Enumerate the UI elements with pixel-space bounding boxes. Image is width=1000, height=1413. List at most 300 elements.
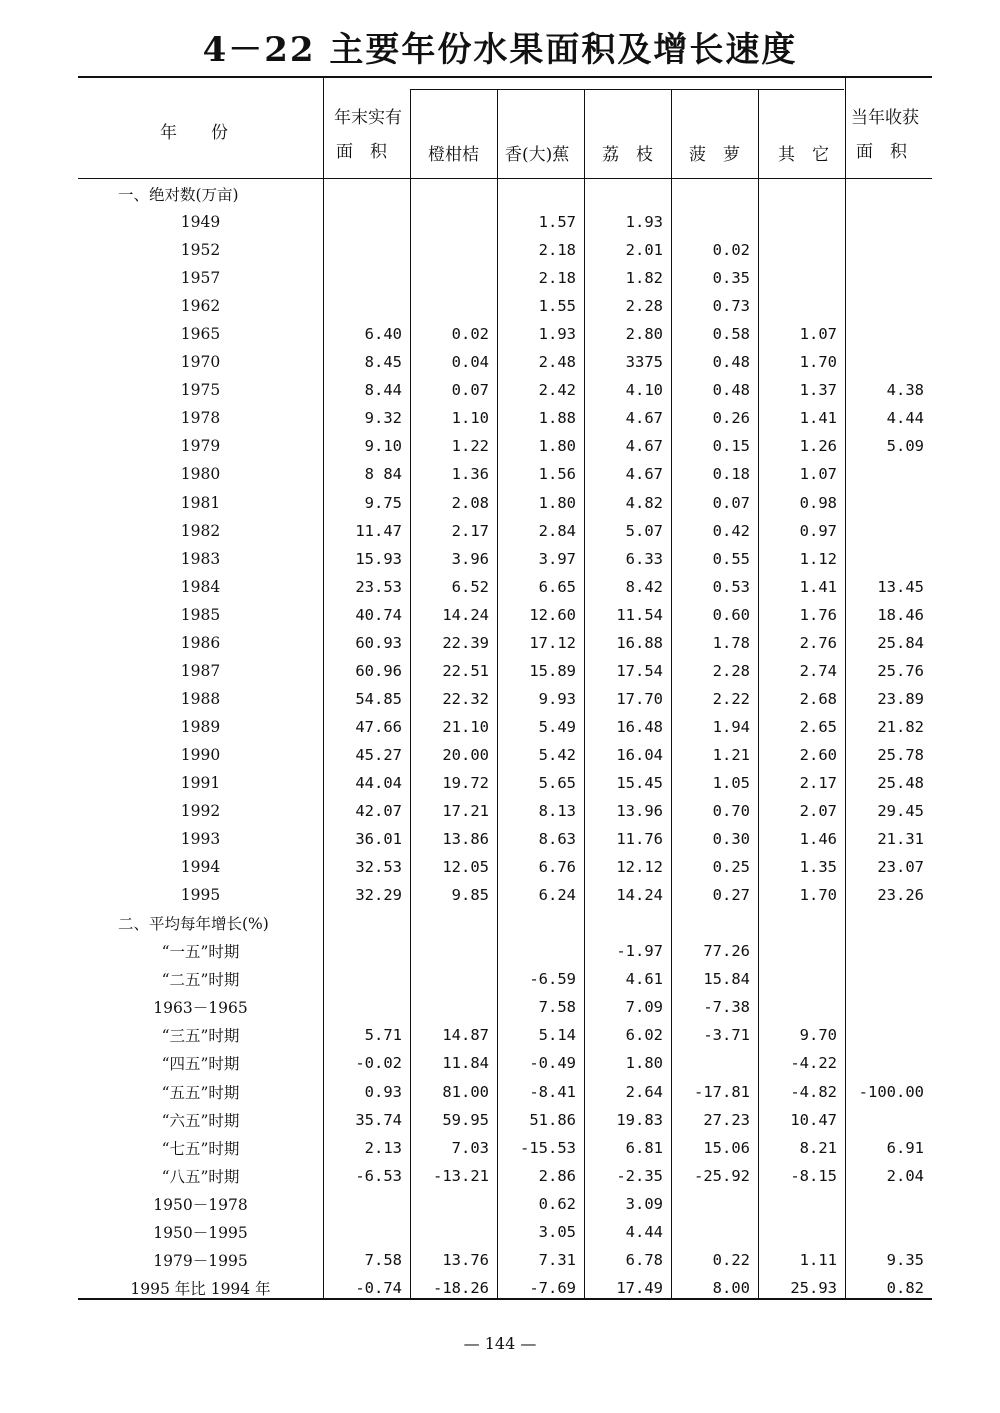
table-cell: -2.35 xyxy=(616,1166,663,1185)
table-cell xyxy=(845,993,932,1021)
table-cell: 14.24 xyxy=(616,886,663,905)
table-cell: 0.07 xyxy=(712,493,750,512)
table-cell: 7.03 xyxy=(451,1138,489,1157)
table-cell: 3.97 xyxy=(538,549,576,568)
table-title: 4－22 主要年份水果面积及增长速度 xyxy=(202,30,798,70)
table-cell xyxy=(845,1049,932,1077)
row-label: 1949 xyxy=(180,213,221,232)
row-label: “一五”时期 xyxy=(161,943,240,962)
row-label: 1990 xyxy=(180,745,221,764)
header-lychee: 荔 枝 xyxy=(602,145,653,165)
table-cell: 5.09 xyxy=(886,437,924,456)
table-row xyxy=(78,1134,932,1162)
table-cell: 4.82 xyxy=(625,493,663,512)
table-cell: 0.48 xyxy=(712,381,750,400)
header-rule xyxy=(78,178,932,179)
table-cell: 0.15 xyxy=(712,437,750,456)
table-cell: 0.18 xyxy=(712,465,750,484)
table-cell: 4.38 xyxy=(886,381,924,400)
table-cell: 2.28 xyxy=(712,661,750,680)
table-row xyxy=(78,1078,932,1106)
table-cell: 2.13 xyxy=(364,1138,402,1157)
header-year: 年 份 xyxy=(160,123,228,143)
table-cell: 2.80 xyxy=(625,325,663,344)
table-cell: 6.02 xyxy=(625,1026,663,1045)
table-cell: 1.93 xyxy=(625,213,663,232)
table-row xyxy=(78,320,932,348)
table-cell: 1.55 xyxy=(538,297,576,316)
table-cell: 10.47 xyxy=(790,1110,837,1129)
table-cell: 54.85 xyxy=(355,689,402,708)
row-label: 1986 xyxy=(180,633,221,652)
table-cell xyxy=(323,993,410,1021)
table-cell: 17.12 xyxy=(529,633,576,652)
table-cell: 1.57 xyxy=(538,213,576,232)
table-cell: 2.04 xyxy=(886,1166,924,1185)
table-cell xyxy=(845,1021,932,1049)
table-cell: 1.05 xyxy=(712,774,750,792)
table-cell xyxy=(671,1190,758,1218)
table-cell: 45.27 xyxy=(355,745,402,764)
table-cell: 9.93 xyxy=(538,689,576,708)
table-cell: -0.49 xyxy=(529,1054,576,1073)
table-cell xyxy=(845,1218,932,1246)
table-cell xyxy=(410,965,497,993)
table-cell: 1.07 xyxy=(799,465,837,484)
table-cell: 1.41 xyxy=(799,409,837,428)
row-label: “二五”时期 xyxy=(161,971,240,990)
header-citrus: 橙柑桔 xyxy=(428,145,479,165)
table-cell: 0.62 xyxy=(538,1194,576,1213)
table-cell: 5.71 xyxy=(364,1026,402,1045)
table-row xyxy=(78,965,932,993)
table-cell xyxy=(845,236,932,264)
table-cell: 20.00 xyxy=(442,745,489,764)
table-cell: 9.85 xyxy=(451,886,489,905)
table-cell xyxy=(845,517,932,545)
table-row xyxy=(78,517,932,545)
row-label: 1980 xyxy=(180,465,221,484)
table-cell: 6.33 xyxy=(625,549,663,568)
table-cell xyxy=(845,292,932,320)
table-cell: -7.69 xyxy=(529,1278,576,1297)
table-cell: -13.21 xyxy=(433,1166,489,1185)
table-cell: 2.65 xyxy=(799,717,837,736)
table-cell: 5.49 xyxy=(538,717,576,736)
table-cell: 2.17 xyxy=(451,521,489,540)
table-cell: -25.92 xyxy=(694,1166,750,1185)
table-cell: 14.24 xyxy=(442,605,489,624)
table-row xyxy=(78,545,932,573)
row-label: 1979 xyxy=(180,437,221,456)
table-cell: 13.76 xyxy=(442,1250,489,1269)
table-cell xyxy=(323,236,410,264)
row-label: 1991 xyxy=(180,774,221,792)
table-cell: 5.65 xyxy=(538,774,576,792)
table-cell xyxy=(845,1190,932,1218)
table-cell xyxy=(410,993,497,1021)
table-cell xyxy=(758,1218,845,1246)
table-cell: 4.10 xyxy=(625,381,663,400)
table-cell: 17.70 xyxy=(616,689,663,708)
table-row xyxy=(78,741,932,769)
table-cell: 0.93 xyxy=(364,1082,402,1101)
table-cell xyxy=(845,320,932,348)
table-cell: 1.37 xyxy=(799,381,837,400)
table-cell: 3.05 xyxy=(538,1222,576,1241)
table-cell: 1.80 xyxy=(625,1054,663,1073)
table-cell: 40.74 xyxy=(355,605,402,624)
table-cell: 11.84 xyxy=(442,1054,489,1073)
table-cell: 12.05 xyxy=(442,858,489,877)
table-cell: 27.23 xyxy=(703,1110,750,1129)
data-table xyxy=(78,180,932,1302)
table-cell: 12.12 xyxy=(616,858,663,877)
table-cell xyxy=(410,236,497,264)
table-cell: 2.08 xyxy=(451,493,489,512)
table-cell: -3.71 xyxy=(703,1026,750,1045)
table-cell: -7.38 xyxy=(703,998,750,1017)
header-banana: 香(大)蕉 xyxy=(505,145,570,165)
table-cell: -8.15 xyxy=(790,1166,837,1185)
table-cell: -18.26 xyxy=(433,1278,489,1297)
row-label: 1979－1995 xyxy=(153,1251,248,1270)
section-label: 二、平均每年增长(%) xyxy=(118,915,269,934)
table-cell: 29.45 xyxy=(877,802,924,821)
table-row xyxy=(78,460,932,488)
table-cell xyxy=(323,937,410,965)
table-cell: 8.42 xyxy=(625,577,663,596)
row-label: 1992 xyxy=(180,802,221,821)
table-cell xyxy=(758,208,845,236)
row-label: 1989 xyxy=(180,717,221,736)
table-cell: 0.70 xyxy=(712,802,750,821)
table-cell: 15.45 xyxy=(616,774,663,792)
table-row xyxy=(78,657,932,685)
table-row xyxy=(78,1049,932,1077)
table-cell: 1.21 xyxy=(712,745,750,764)
table-cell: 2.22 xyxy=(712,689,750,708)
table-cell: 0.35 xyxy=(712,269,750,288)
table-cell: 9.35 xyxy=(886,1250,924,1269)
table-cell: 3375 xyxy=(625,353,663,372)
table-cell xyxy=(758,236,845,264)
table-cell: 1.93 xyxy=(538,325,576,344)
table-cell: 8.44 xyxy=(364,381,402,400)
table-cell xyxy=(845,489,932,517)
header-span-rule xyxy=(410,89,844,90)
table-row xyxy=(78,881,932,909)
table-cell xyxy=(845,1106,932,1134)
table-row xyxy=(78,264,932,292)
table-cell: 6.40 xyxy=(364,325,402,344)
table-cell: -1.97 xyxy=(616,942,663,961)
table-cell xyxy=(323,264,410,292)
header-other: 其 它 xyxy=(778,145,829,165)
table-row xyxy=(78,489,932,517)
row-label: 1950－1995 xyxy=(153,1223,248,1242)
table-row xyxy=(78,993,932,1021)
table-cell xyxy=(845,348,932,376)
table-cell: 6.24 xyxy=(538,886,576,905)
table-cell: 7.58 xyxy=(364,1250,402,1269)
table-cell: 13.96 xyxy=(616,802,663,821)
table-cell: 0.04 xyxy=(451,353,489,372)
row-label: 1985 xyxy=(180,605,221,624)
table-cell: 6.91 xyxy=(886,1138,924,1157)
table-cell: 6.78 xyxy=(625,1250,663,1269)
table-cell: 16.04 xyxy=(616,745,663,764)
table-cell: 1.11 xyxy=(799,1250,837,1269)
table-cell: 1.26 xyxy=(799,437,837,456)
table-cell: 2.18 xyxy=(538,241,576,260)
table-cell: 21.82 xyxy=(877,717,924,736)
table-cell xyxy=(758,264,845,292)
table-cell xyxy=(758,292,845,320)
table-cell xyxy=(845,965,932,993)
table-cell: 17.49 xyxy=(616,1278,663,1297)
table-cell: 1.56 xyxy=(538,465,576,484)
section-label: 一、绝对数(万亩) xyxy=(118,186,239,205)
table-cell: 18.46 xyxy=(877,605,924,624)
table-cell: 25.78 xyxy=(877,745,924,764)
table-cell: 1.35 xyxy=(799,858,837,877)
table-cell: 60.93 xyxy=(355,633,402,652)
table-cell: 23.53 xyxy=(355,577,402,596)
table-row xyxy=(78,937,932,965)
table-cell: 3.09 xyxy=(625,1194,663,1213)
table-cell: 0.58 xyxy=(712,325,750,344)
table-cell xyxy=(758,993,845,1021)
table-cell: 17.21 xyxy=(442,802,489,821)
table-row xyxy=(78,629,932,657)
row-label: “三五”时期 xyxy=(161,1027,240,1046)
header-area-line2: 面 积 xyxy=(336,142,387,162)
row-label: “五五”时期 xyxy=(161,1083,240,1102)
table-cell: -8.41 xyxy=(529,1082,576,1101)
table-cell: 6.76 xyxy=(538,858,576,877)
row-label: 1978 xyxy=(180,409,221,428)
table-cell: 0.53 xyxy=(712,577,750,596)
table-cell: 2.48 xyxy=(538,353,576,372)
table-cell: 0.48 xyxy=(712,353,750,372)
table-cell: 7.09 xyxy=(625,998,663,1017)
row-label: 1994 xyxy=(180,858,221,877)
table-cell: 19.72 xyxy=(442,774,489,792)
table-cell: 12.60 xyxy=(529,605,576,624)
table-cell: 32.53 xyxy=(355,858,402,877)
table-cell: 77.26 xyxy=(703,942,750,961)
row-label: 1988 xyxy=(180,689,221,708)
table-cell: -6.59 xyxy=(529,970,576,989)
table-cell: 1.10 xyxy=(451,409,489,428)
table-cell: 0.22 xyxy=(712,1250,750,1269)
row-label: 1981 xyxy=(180,493,221,512)
table-cell: 81.00 xyxy=(442,1082,489,1101)
table-row xyxy=(78,208,932,236)
table-cell xyxy=(845,545,932,573)
row-label: 1975 xyxy=(180,381,221,400)
table-cell: 8.13 xyxy=(538,802,576,821)
table-cell: 2.01 xyxy=(625,241,663,260)
table-cell: 15.93 xyxy=(355,549,402,568)
row-label: “七五”时期 xyxy=(161,1139,240,1158)
table-cell: 1.46 xyxy=(799,830,837,849)
table-cell: 8.63 xyxy=(538,830,576,849)
table-row xyxy=(78,601,932,629)
table-cell xyxy=(671,1218,758,1246)
table-cell xyxy=(323,292,410,320)
table-cell: 4.44 xyxy=(886,409,924,428)
row-label: 1950－1978 xyxy=(153,1195,248,1214)
table-cell: 0.97 xyxy=(799,521,837,540)
table-cell: 22.39 xyxy=(442,633,489,652)
table-cell: 25.48 xyxy=(877,774,924,792)
table-row xyxy=(78,1218,932,1246)
table-cell: 23.26 xyxy=(877,886,924,905)
table-cell: 8.00 xyxy=(712,1278,750,1297)
table-cell: 13.45 xyxy=(877,577,924,596)
table-cell: 8 84 xyxy=(364,465,402,484)
table-cell xyxy=(671,208,758,236)
table-cell: 2.42 xyxy=(538,381,576,400)
table-cell: 0.60 xyxy=(712,605,750,624)
row-label: 1965 xyxy=(180,325,221,344)
table-cell: 4.67 xyxy=(625,437,663,456)
table-cell xyxy=(758,1190,845,1218)
table-row xyxy=(78,769,932,797)
table-row xyxy=(78,1106,932,1134)
table-cell: -4.82 xyxy=(790,1082,837,1101)
table-cell: 2.68 xyxy=(799,689,837,708)
table-cell: 1.94 xyxy=(712,717,750,736)
table-cell: 1.82 xyxy=(625,269,663,288)
table-cell xyxy=(758,965,845,993)
table-cell: 1.80 xyxy=(538,493,576,512)
table-cell: 0.30 xyxy=(712,830,750,849)
table-cell: 6.52 xyxy=(451,577,489,596)
table-cell: 59.95 xyxy=(442,1110,489,1129)
row-label: 1963－1965 xyxy=(153,999,248,1018)
table-cell: 4.67 xyxy=(625,465,663,484)
table-cell: 0.07 xyxy=(451,381,489,400)
table-row xyxy=(78,853,932,881)
table-row xyxy=(78,1246,932,1274)
table-cell: 21.10 xyxy=(442,717,489,736)
table-cell: 16.48 xyxy=(616,717,663,736)
table-cell: 11.47 xyxy=(355,521,402,540)
table-cell: -6.53 xyxy=(355,1166,402,1185)
table-row xyxy=(78,1190,932,1218)
table-row xyxy=(78,236,932,264)
table-cell: 36.01 xyxy=(355,830,402,849)
section-row xyxy=(78,909,932,937)
table-cell: 2.76 xyxy=(799,633,837,652)
row-label: “四五”时期 xyxy=(161,1055,240,1074)
table-cell: 22.51 xyxy=(442,661,489,680)
table-cell: -4.22 xyxy=(790,1054,837,1073)
table-cell xyxy=(845,937,932,965)
row-label: 1983 xyxy=(180,549,221,568)
table-row xyxy=(78,825,932,853)
table-cell: 15.89 xyxy=(529,661,576,680)
header-pineapple: 菠 萝 xyxy=(689,145,740,165)
table-row xyxy=(78,1274,932,1302)
row-label: 1993 xyxy=(180,830,221,849)
table-cell: 2.28 xyxy=(625,297,663,316)
table-cell: 60.96 xyxy=(355,661,402,680)
row-label: 1995 xyxy=(180,886,221,905)
table-row xyxy=(78,1162,932,1190)
table-cell: 2.18 xyxy=(538,269,576,288)
row-label: 1957 xyxy=(180,269,221,288)
table-cell: 17.54 xyxy=(616,661,663,680)
table-cell: 7.58 xyxy=(538,998,576,1017)
table-cell: 6.81 xyxy=(625,1138,663,1157)
table-cell: 25.93 xyxy=(790,1278,837,1297)
table-cell: 2.86 xyxy=(538,1166,576,1185)
table-cell: -0.02 xyxy=(355,1054,402,1073)
table-cell: 1.70 xyxy=(799,353,837,372)
table-cell: 13.86 xyxy=(442,830,489,849)
table-cell: 15.06 xyxy=(703,1138,750,1157)
table-cell: 5.14 xyxy=(538,1026,576,1045)
table-cell: 14.87 xyxy=(442,1026,489,1045)
table-cell: 47.66 xyxy=(355,717,402,736)
table-cell: -17.81 xyxy=(694,1082,750,1101)
table-cell: 21.31 xyxy=(877,830,924,849)
table-row xyxy=(78,404,932,432)
table-cell: 4.61 xyxy=(625,970,663,989)
table-cell: 35.74 xyxy=(355,1110,402,1129)
table-row xyxy=(78,376,932,404)
header-harvest-line2: 面 积 xyxy=(856,142,907,162)
table-cell: 9.70 xyxy=(799,1026,837,1045)
table-cell: 0.82 xyxy=(886,1278,924,1297)
table-cell: 2.17 xyxy=(799,774,837,792)
table-cell: 23.07 xyxy=(877,858,924,877)
row-label: 1962 xyxy=(180,297,221,316)
section-row xyxy=(78,180,932,208)
table-cell: 51.86 xyxy=(529,1110,576,1129)
top-rule xyxy=(78,76,932,78)
table-row xyxy=(78,292,932,320)
table-cell xyxy=(410,292,497,320)
table-cell: 2.60 xyxy=(799,745,837,764)
table-cell: 0.26 xyxy=(712,409,750,428)
table-cell: 1.12 xyxy=(799,549,837,568)
table-cell: 8.45 xyxy=(364,353,402,372)
table-cell: 5.07 xyxy=(625,521,663,540)
table-row xyxy=(78,432,932,460)
table-row xyxy=(78,713,932,741)
table-cell: 0.27 xyxy=(712,886,750,905)
table-cell: 8.21 xyxy=(799,1138,837,1157)
table-row xyxy=(78,797,932,825)
table-cell: 2.74 xyxy=(799,661,837,680)
row-label: 1952 xyxy=(180,241,221,260)
table-cell: 1.80 xyxy=(538,437,576,456)
table-cell: 15.84 xyxy=(703,970,750,989)
row-label: 1982 xyxy=(180,521,221,540)
table-cell xyxy=(323,1190,410,1218)
table-cell xyxy=(497,937,584,965)
table-cell: -15.53 xyxy=(520,1138,576,1157)
table-row xyxy=(78,348,932,376)
table-cell: 9.75 xyxy=(364,493,402,512)
table-cell: 11.76 xyxy=(616,830,663,849)
row-label: 1984 xyxy=(180,577,221,596)
